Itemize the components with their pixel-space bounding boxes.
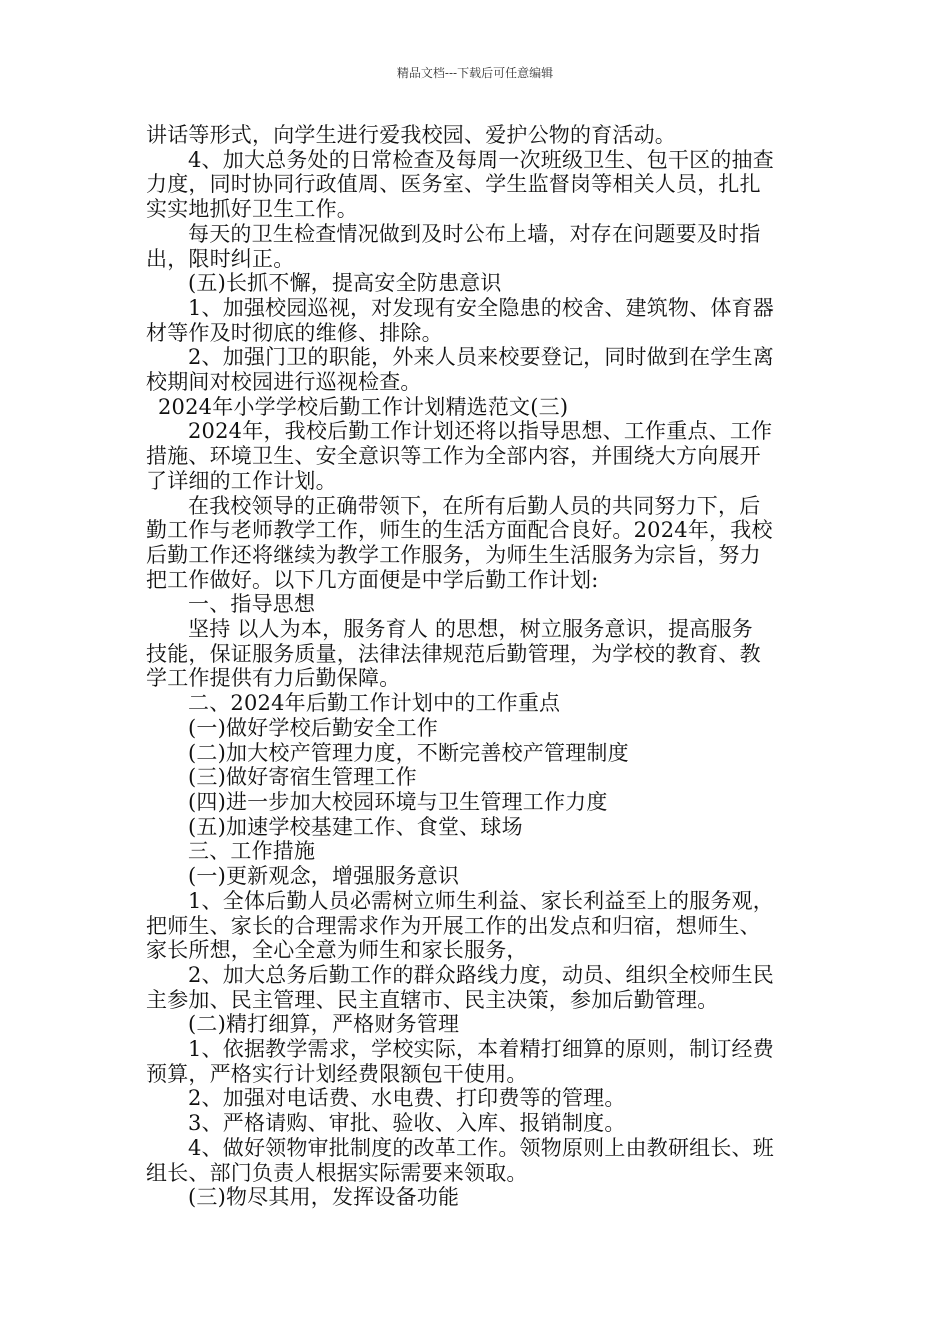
paragraph-line: 后勤工作还将继续为教学工作服务，为师生生活服务为宗旨，努力 xyxy=(146,542,761,567)
paragraph-line: 出，限时纠正。 xyxy=(146,246,295,271)
paragraph-line: 三、工作措施 xyxy=(188,839,316,864)
paragraph-line: (三)做好寄宿生管理工作 xyxy=(188,765,417,790)
paragraph-line: 每天的卫生检查情况做到及时公布上墙，对存在问题要及时指 xyxy=(188,221,761,246)
paragraph-line: 把工作做好。以下几方面便是中学后勤工作计划: xyxy=(146,567,599,592)
paragraph-line: 一、指导思想 xyxy=(188,592,316,617)
paragraph-line: 勤工作与老师教学工作，师生的生活方面配合良好。2024年，我校 xyxy=(146,518,773,543)
paragraph-line: 预算，严格实行计划经费限额包干使用。 xyxy=(146,1061,528,1086)
paragraph-line: 材等作及时彻底的维修、排除。 xyxy=(146,320,443,345)
paragraph-line: 讲话等形式，向学生进行爱我校园、爱护公物的育活动。 xyxy=(146,123,676,147)
page-header: 精品文档---下载后可任意编辑 xyxy=(396,66,554,80)
paragraph-line: 力度，同时协同行政值周、医务室、学生监督岗等相关人员，扎扎 xyxy=(146,172,761,197)
paragraph-line: 实实地抓好卫生工作。 xyxy=(146,197,358,222)
paragraph-line: 坚持 以人为本，服务育人 的思想，树立服务意识，提高服务 xyxy=(188,617,753,642)
paragraph-line: 在我校领导的正确带领下，在所有后勤人员的共同努力下，后 xyxy=(188,493,761,518)
paragraph-line: 1、依据教学需求，学校实际，本着精打细算的原则，制订经费 xyxy=(188,1037,774,1062)
paragraph-line: 了详细的工作计划。 xyxy=(146,468,337,493)
paragraph-line: 1、加强校园巡视，对发现有安全隐患的校舍、建筑物、体育器 xyxy=(188,295,774,320)
paragraph-line: (三)物尽其用，发挥设备功能 xyxy=(188,1185,460,1210)
paragraph-line: (五)长抓不懈，提高安全防患意识 xyxy=(188,271,502,296)
paragraph-line: 措施、环境卫生、安全意识等工作为全部内容，并围绕大方向展开 xyxy=(146,444,761,469)
paragraph-line: 组长、部门负责人根据实际需要来领取。 xyxy=(146,1160,528,1185)
paragraph-line: (一)做好学校后勤安全工作 xyxy=(188,715,438,740)
paragraph-line: 家长所想，全心全意为师生和家长服务， xyxy=(146,938,528,963)
paragraph-line: (四)进一步加大校园环境与卫生管理工作力度 xyxy=(188,789,608,814)
paragraph-line: 3、严格请购、审批、验收、入库、报销制度。 xyxy=(188,1111,626,1136)
paragraph-line: 2、加大总务后勤工作的群众路线力度，动员、组织全校师生民 xyxy=(188,962,774,987)
paragraph-line: 2、加强对电话费、水电费、打印费等的管理。 xyxy=(188,1086,626,1111)
document-body xyxy=(146,123,806,1210)
paragraph-line: 2024年小学学校后勤工作计划精选范文(三) xyxy=(158,394,569,419)
paragraph-line: 1、全体后勤人员必需树立师生利益、家长利益至上的服务观， xyxy=(188,888,774,913)
paragraph-line: 主参加、民主管理、民主直辖市、民主决策，参加后勤管理。 xyxy=(146,987,719,1012)
paragraph-line: 2024年，我校后勤工作计划还将以指导思想、工作重点、工作 xyxy=(188,419,773,444)
paragraph-line: 校期间对校园进行巡视检查。 xyxy=(146,370,422,395)
paragraph-line: 4、加大总务处的日常检查及每周一次班级卫生、包干区的抽查 xyxy=(188,147,774,172)
paragraph-line: (五)加速学校基建工作、食堂、球场 xyxy=(188,814,523,839)
paragraph-line: 4、做好领物审批制度的改革工作。领物原则上由教研组长、班 xyxy=(188,1135,774,1160)
paragraph-line: 把师生、家长的合理需求作为开展工作的出发点和归宿，想师生、 xyxy=(146,913,761,938)
paragraph-line: 技能，保证服务质量，法律法律规范后勤管理，为学校的教育、教 xyxy=(146,641,761,666)
paragraph-line: (二)加大校产管理力度，不断完善校产管理制度 xyxy=(188,740,629,765)
paragraph-line: 2、加强门卫的职能，外来人员来校要登记，同时做到在学生离 xyxy=(188,345,774,370)
paragraph-line: (二)精打细算，严格财务管理 xyxy=(188,1012,460,1037)
paragraph-line: 学工作提供有力后勤保障。 xyxy=(146,666,401,691)
paragraph-line: 二、2024年后勤工作计划中的工作重点 xyxy=(188,691,561,716)
paragraph-line: (一)更新观念，增强服务意识 xyxy=(188,864,460,889)
